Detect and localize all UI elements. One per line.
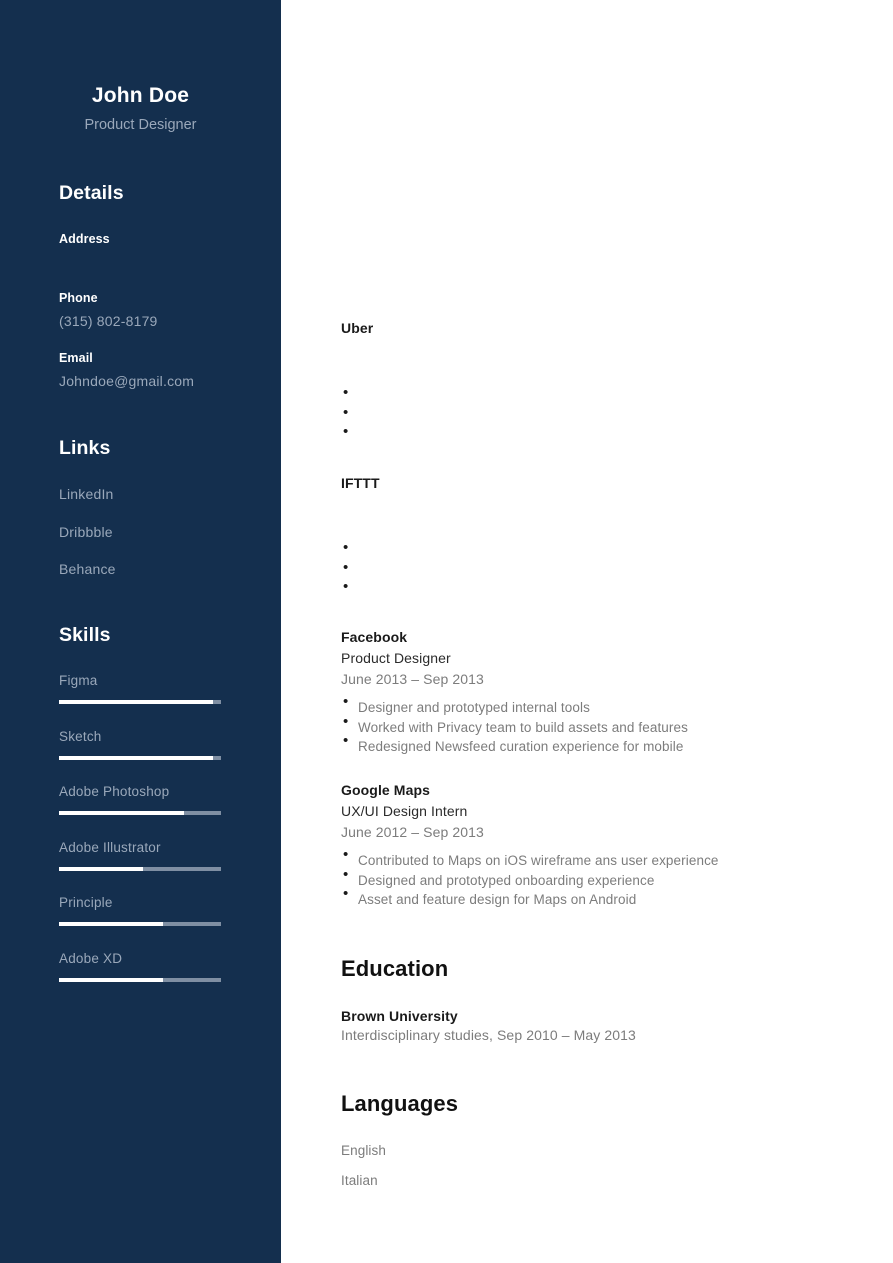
experience-dates	[341, 362, 841, 383]
skill-progress-fill	[59, 700, 213, 704]
skill-row	[59, 895, 221, 926]
experience-dates	[341, 517, 841, 538]
list-item	[341, 428, 841, 448]
experience-dates: June 2012 – Sep 2013	[341, 824, 484, 840]
list-item: • Worked with Privacy team to build assets and features	[341, 718, 841, 738]
list-item	[341, 583, 841, 603]
skill-progress-fill	[59, 811, 184, 815]
skill-progress-track	[59, 922, 221, 926]
skill-progress-track	[59, 700, 221, 704]
list-item	[341, 564, 841, 584]
list-item	[341, 544, 841, 564]
skill-label: Adobe Illustrator	[59, 840, 161, 855]
experience-bullet-list	[341, 851, 841, 910]
main-content	[281, 0, 893, 1263]
link-item-behance[interactable]: Behance	[59, 561, 116, 577]
education-entry	[341, 1008, 841, 1043]
skill-progress-track	[59, 867, 221, 871]
skill-label: Sketch	[59, 729, 102, 744]
list-item: • Designed and prototyped onboarding experience	[341, 871, 841, 891]
skill-label: Adobe Photoshop	[59, 784, 170, 799]
email-label: Email	[59, 351, 93, 365]
list-item: • Designer and prototyped internal tools	[341, 698, 841, 718]
section-heading-details: Details	[59, 182, 124, 204]
skill-progress-fill	[59, 867, 143, 871]
link-item-dribbble[interactable]: Dribbble	[59, 524, 113, 540]
language-item-italian: Italian	[341, 1173, 378, 1188]
list-item: • Contributed to Maps on iOS wireframe ans user experience	[341, 851, 841, 871]
phone-label: Phone	[59, 291, 98, 305]
experience-dates: June 2013 – Sep 2013	[341, 671, 484, 687]
section-heading-links: Links	[59, 437, 111, 459]
skill-progress-fill	[59, 756, 213, 760]
experience-entry	[341, 475, 841, 603]
skill-row	[59, 840, 221, 871]
language-item-english: English	[341, 1143, 386, 1158]
experience-bullet-list	[341, 544, 841, 603]
experience-bullet-list	[341, 698, 841, 757]
skill-progress-fill	[59, 922, 163, 926]
experience-entry	[341, 320, 841, 448]
experience-org: Uber	[341, 320, 374, 336]
experience-bullet-list	[341, 389, 841, 448]
experience-org: IFTTT	[341, 475, 380, 491]
list-item: • Asset and feature design for Maps on Android	[341, 890, 841, 910]
sidebar	[0, 0, 281, 1263]
email-value: Johndoe@gmail.com	[59, 373, 195, 389]
skill-row	[59, 951, 221, 982]
list-item	[341, 409, 841, 429]
experience-role	[341, 496, 841, 517]
skill-row	[59, 673, 221, 704]
experience-org: Google Maps	[341, 782, 430, 798]
page-title: John Doe	[91, 84, 190, 107]
link-item-linkedin[interactable]: LinkedIn	[59, 486, 114, 502]
education-school: Brown University	[341, 1008, 458, 1024]
experience-role: Product Designer	[341, 650, 451, 666]
profile-role: Product Designer	[84, 117, 197, 133]
skill-progress-track	[59, 811, 221, 815]
skill-label: Principle	[59, 895, 113, 910]
phone-value: (315) 802-8179	[59, 313, 158, 329]
skill-progress-track	[59, 756, 221, 760]
section-heading-languages: Languages	[341, 1091, 459, 1116]
address-label: Address	[59, 232, 110, 246]
experience-org: Facebook	[341, 629, 408, 645]
section-heading-skills: Skills	[59, 624, 111, 646]
skill-row	[59, 729, 221, 760]
section-heading-education: Education	[341, 956, 449, 981]
experience-entry	[341, 629, 841, 757]
education-detail: Interdisciplinary studies, Sep 2010 – May 2013	[341, 1027, 636, 1043]
skill-progress-track	[59, 978, 221, 982]
list-item: • Redesigned Newsfeed curation experience for mobile	[341, 737, 841, 757]
experience-entry	[341, 782, 841, 910]
skill-row	[59, 784, 221, 815]
list-item	[341, 389, 841, 409]
experience-role	[341, 341, 841, 362]
skill-label: Figma	[59, 673, 98, 688]
skill-progress-fill	[59, 978, 163, 982]
experience-role: UX/UI Design Intern	[341, 803, 468, 819]
skill-label: Adobe XD	[59, 951, 123, 966]
